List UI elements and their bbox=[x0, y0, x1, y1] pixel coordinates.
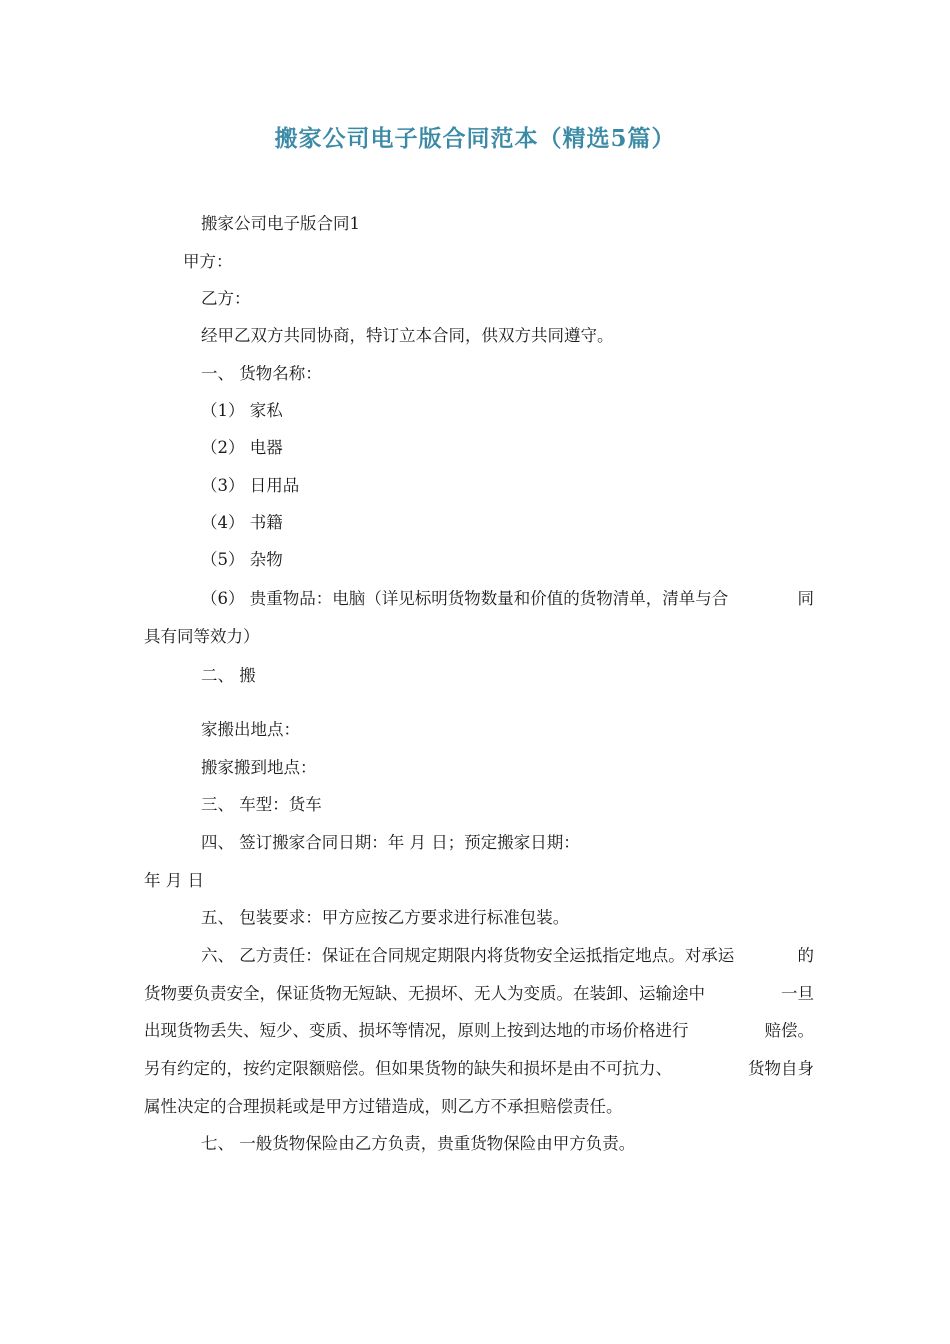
clause-6-line-4 bbox=[144, 1059, 814, 1079]
document-title: 搬家公司电子版合同范本（精选5篇） bbox=[274, 125, 676, 152]
goods-item-1: （1） 家私 bbox=[201, 401, 283, 420]
preamble-line: 经甲乙双方共同协商，特订立本合同，供双方共同遵守。 bbox=[201, 326, 614, 345]
goods-item-6-cont: 具有同等效力） bbox=[144, 627, 260, 646]
text-segment: 出现货物丢失、短少、变质、损坏等情况，原则上按到达地的市场价格进行 bbox=[144, 1021, 689, 1040]
clause-3-vehicle: 三、 车型：货车 bbox=[201, 795, 322, 814]
goods-item-3: （3） 日用品 bbox=[201, 476, 300, 495]
clause-6-line-1 bbox=[201, 946, 814, 966]
text-segment: 货物自身 bbox=[748, 1059, 814, 1078]
clause-1-heading: 一、 货物名称： bbox=[201, 364, 322, 383]
text-segment: （6） 贵重物品：电脑（详见标明货物数量和价值的货物清单，清单与合 bbox=[201, 589, 729, 608]
text-segment: 一旦 bbox=[781, 984, 814, 1003]
move-in-address: 搬家搬到地点： bbox=[201, 758, 317, 777]
text-segment: 的 bbox=[797, 946, 814, 965]
text-segment: 六、 乙方责任：保证在合同规定期限内将货物安全运抵指定地点。对承运 bbox=[201, 946, 735, 965]
clause-7-insurance: 七、 一般货物保险由乙方负责，贵重货物保险由甲方负责。 bbox=[201, 1134, 636, 1153]
text-segment: 同 bbox=[797, 589, 814, 608]
contract-heading: 搬家公司电子版合同1 bbox=[201, 214, 360, 233]
clause-6-line-5: 属性决定的合理损耗或是甲方过错造成，则乙方不承担赔偿责任。 bbox=[144, 1097, 623, 1116]
party-a-line: 甲方： bbox=[183, 252, 233, 271]
clause-6-line-2 bbox=[144, 984, 814, 1004]
clause-4-dates-cont: 年 月 日 bbox=[144, 871, 204, 890]
move-out-address: 家搬出地点： bbox=[201, 720, 300, 739]
goods-item-6 bbox=[201, 589, 814, 609]
clause-2-heading: 二、 搬 bbox=[201, 666, 256, 685]
goods-item-5: （5） 杂物 bbox=[201, 550, 283, 569]
text-segment: 赔偿。 bbox=[764, 1021, 814, 1040]
clause-5-packaging: 五、 包装要求：甲方应按乙方要求进行标准包装。 bbox=[201, 908, 570, 927]
clause-4-dates: 四、 签订搬家合同日期：年 月 日；预定搬家日期： bbox=[201, 833, 580, 852]
goods-item-2: （2） 电器 bbox=[201, 438, 283, 457]
goods-item-4: （4） 书籍 bbox=[201, 513, 283, 532]
party-b-line: 乙方： bbox=[201, 289, 251, 308]
clause-6-line-3 bbox=[144, 1021, 814, 1041]
text-segment: 另有约定的，按约定限额赔偿。但如果货物的缺失和损坏是由不可抗力、 bbox=[144, 1059, 672, 1078]
text-segment: 货物要负责安全，保证货物无短缺、无损坏、无人为变质。在装卸、运输途中 bbox=[144, 984, 705, 1003]
